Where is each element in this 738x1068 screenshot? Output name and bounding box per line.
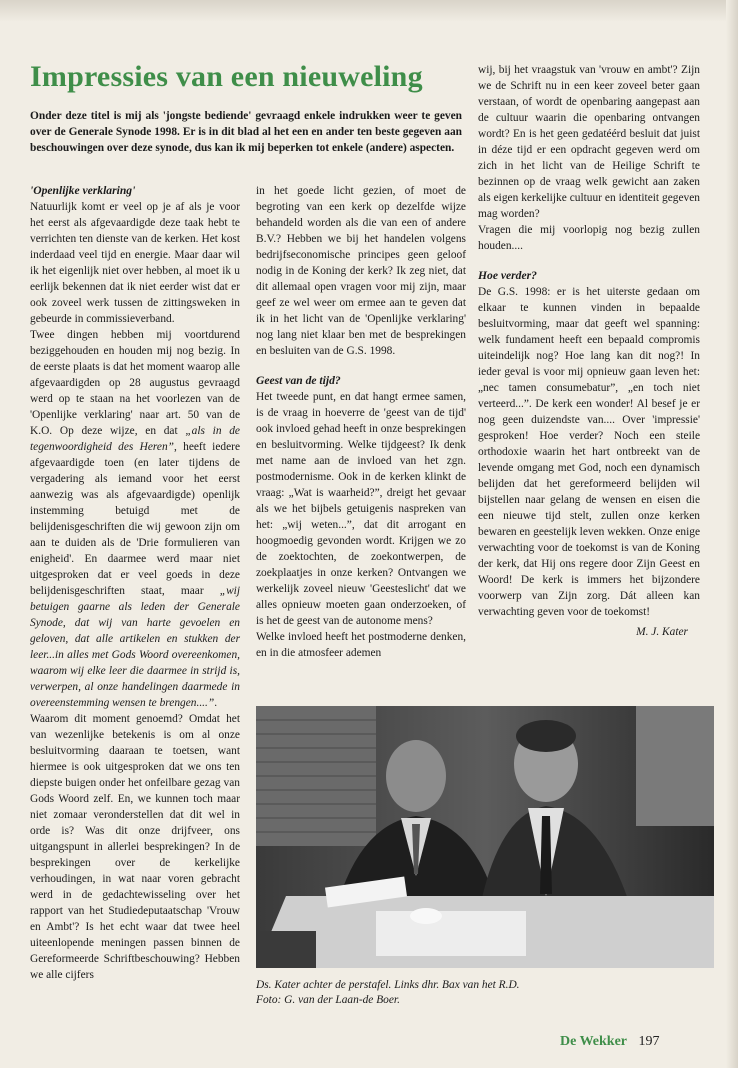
column-3 <box>478 62 700 640</box>
magazine-name: De Wekker <box>560 1034 628 1049</box>
author-signature: M. J. Kater <box>636 626 688 638</box>
caption-line-1: Ds. Kater achter de perstafel. Links dhr. Bax van het R.D. <box>256 979 520 991</box>
paragraph: Welke invloed heeft het postmoderne denken, en in die atmosfeer ademen <box>256 631 466 659</box>
paragraph: in het goede licht gezien, of moet de begroting van een kerk op dezelfde wijze behandeld worden als die van een of andere B.V.? Hebben we bij het handelen volgens bedrijfseconomische principes geen geloof nodig in de Koning der kerk? Ik zeg niet, dat dit allemaal open vragen voor mij zijn, maar geef ze wel weer om ermee aan te geven dat ik in het licht van de 'Openlijke verklaring' nog lang niet klaar ben met de besprekingen en besluiten van de G.S. 1998. <box>256 185 466 357</box>
paragraph: Natuurlijk komt er veel op je af als je voor het eerst als afgevaardigde deze taak hebt te verrichten ten dienste van de kerken. Het kost inderdaad veel tijd en energie. Maar daar wil ik het eigenlijk niet over hebben, al moet ik u eerlijk bekennen dat ik niet eerder wist dat er ook zoveel werk tussen de zittingsweken in gebeurde in commissieverband. <box>30 201 240 325</box>
paragraph: Twee dingen hebben mij voortdurend beziggehouden en houden mij nog bezig. In de eerste plaats is dat het moment waarop alle afgevaardigden op 28 augustus gevraagd werd op te staan na het voorlezen van de 'Openlijke verklaring' naar art. 50 van de K.O. Op deze wijze, en dat „als in de tegenwoordigheid des Heren”, heeft iedere afgevaardigde toen (en later tijdens de vergadering als iemand voor het eerst aanwezig was als afgevaardigde) openlijk instemming betuigd met de belijdenisgeschriften die wij gewoon zijn om aan te duiden als de 'Drie formulieren van enigheid'. En daarmee werd maar niet uitgesproken dat er veel goeds in deze belijdenisgeschriften staat, maar „wij betuigen gaarne als leden der Generale Synode, dat wij van harte gevoelen en geloven, dat alle artikelen en stukken der leer...in alles met Gods Woord overeenkomen, waarom wij elke leer die daarmee in strijd is, verwerpen, al onze handelingen daarmede in overeenstemming wensen te brengen....”. <box>30 329 240 709</box>
column-1 <box>30 183 240 983</box>
paragraph: Waarom dit moment genoemd? Omdat het van wezenlijke betekenis is om al onze besluitvorming daaraan te toetsen, want hiermee is ook uitgesproken dat we ons ten diepste buigen onder het onfeilbare gezag van Gods Woord zelf. En, we kunnen toch maar niet zomaar veronderstellen dat dit wel in orde is? Was dit onze drijfveer, ons uitgangspunt in allerlei besprekingen? In de besprekingen over de kerkelijke verhoudingen, in wat naar voren gebracht werd in de gedachtewisseling over het rapport van het Studiedeputaatschap 'Vrouw en Ambt'? Is het echt waar dat twee heel uiteenlopende meningen passen binnen de Gereformeerde Schriftbeschouwing? Hebben we alle cijfers <box>30 713 240 981</box>
article-title: Impressies van een nieuweling <box>30 60 423 93</box>
section-heading-hoe-verder: Hoe verder? <box>478 269 537 282</box>
quote: „als in de tegenwoordigheid des Heren” <box>30 425 240 453</box>
caption-line-2: Foto: G. van der Laan-de Boer. <box>256 994 400 1006</box>
quote: „wij betuigen gaarne als leden der Generale Synode, dat wij van harte gevoelen en geloven, dat alle artikelen en stukken der leer...in alles met Gods Woord overeenkomen, waarom wij elke leer die daarmee in strijd is, verwerpen, al onze handelingen daarmede in overeenstemming wensen te brengen....” <box>30 585 240 709</box>
page-number: 197 <box>638 1034 660 1049</box>
scan-top-edge <box>0 0 738 22</box>
paragraph: Vragen die mij voorlopig nog bezig zullen houden.... <box>478 224 700 252</box>
press-table-photo <box>256 706 714 968</box>
section-heading-geest-van-de-tijd: Geest van de tijd? <box>256 374 341 387</box>
paragraph: De G.S. 1998: er is het uiterste gedaan om elkaar te kunnen vinden in bepaalde besluitvorming, maar dat geeft wel spanning: welk fundament heeft een bepaald compromis uiteindelijk nog? Hoe lang kan dit nog?! In ieder geval is voor mij opnieuw gaan leven het: „nec tamen consumebatur”, „en toch niet verteerd...”. De kerk een wonder! Al besef je er nog geen duizendste van.... Over 'impressie' gesproken! Hoe verder? Noch een steile orthodoxie waarin het hart ontbreekt van de levende omgang met God, noch een dynamisch belijden dat het gereformeerd belijden wil bijstellen naar gelang de wensen en eisen die een nieuwe tijd stelt, zullen onze kerken bewaren en geestelijk leven wekken. Onze enige verwachting voor de toekomst is van de Koning der kerk, dat Hij ons regere door Zijn Geest en Woord! De kerk is immers het bijzondere voorwerp van Zijn zorg. Dát alleen kan verwachting geven voor de toekomst! <box>478 286 700 618</box>
article-intro: Onder deze titel is mij als 'jongste bediende' gevraagd enkele indrukken weer te geven over de Generale Synode 1998. Er is in dit blad al het een en ander ten beste gegeven aan beschouwingen over deze synode, dus kan ik mij beperken tot enkele (andere) aspecten. <box>30 110 462 155</box>
column-2 <box>256 183 466 661</box>
photo-illustration <box>256 706 714 968</box>
paragraph: wij, bij het vraagstuk van 'vrouw en ambt'? Zijn we de Schrift nu in een keer zoveel beter gaan verstaan, of wordt de openbaring aangepast aan de cultuur waarin die openbaring ontvangen wordt? En is het geen gedatéérd besluit dat juist in déze tijd er een opdracht gegeven werd om zich in het licht van de Heilige Schrift te bezinnen op de vraag welk gewicht aan zaken als eigen kerkelijke cultuur en identiteit gegeven mag worden? <box>478 64 700 220</box>
photo-caption <box>256 978 714 1008</box>
section-heading-openlijke-verklaring: 'Openlijke verklaring' <box>30 184 136 197</box>
scan-right-edge <box>726 0 738 1068</box>
paragraph: Het tweede punt, en dat hangt ermee samen, is de vraag in hoeverre de 'geest van de tijd' ook invloed gehad heeft in onze besprekingen en besluitvorming. Welke tijdgeest? Ik denk met name aan de invloed van het zgn. postmodernisme. Ook in de kerken klinkt de vraag: „Wat is waarheid?”, dreigt het gevaar als we het bijbels getuigenis naspreken van het: „wij weten...”, dat dit arrogant en hoogmoedig gevonden wordt. Krijgen we zo de zoektochten, de zoekontwerpen, de zoekplaatjes in onze kerken? Ontvangen we werkelijk zoveel nieuw 'Geesteslicht' dat we alles opnieuw moeten gaan onderzoeken, of is het de geest van de autonome mens? <box>256 391 466 627</box>
page-footer <box>560 1034 660 1050</box>
